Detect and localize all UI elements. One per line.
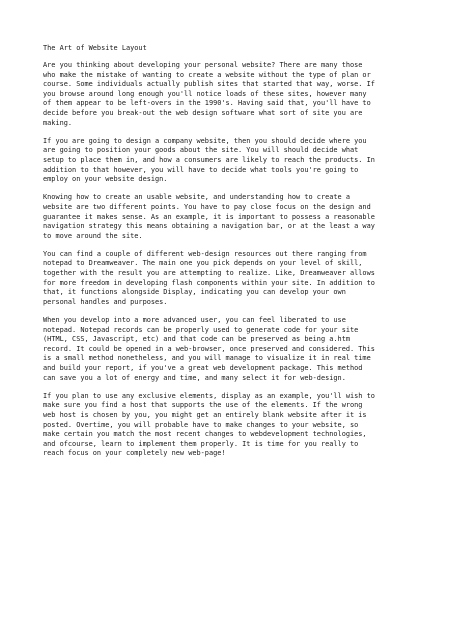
text-line: You can find a couple of different web-design resources out there ranging from — [43, 249, 367, 258]
text-line: personal handles and purposes. — [43, 297, 168, 306]
document-page — [43, 43, 415, 468]
paragraph-3 — [43, 193, 415, 241]
text-line: reach focus on your completely new web-page! — [43, 449, 226, 458]
text-line: that, it functions alongside Display, indicating you can develop your own — [43, 288, 346, 297]
paragraph-1 — [43, 61, 415, 128]
text-line: navigation strategy this means obtaining a navigation bar, or at the least a way — [43, 222, 375, 231]
text-line: can save you a lot of energy and time, and many select it for web-design. — [43, 373, 346, 382]
text-line: you browse around long enough you'll notice loads of these sites, however many — [43, 89, 367, 98]
text-line: are going to position your goods about the site. You will should decide what — [43, 146, 359, 155]
text-line: posted. Overtime, you will probable have to make changes to your website, so — [43, 420, 359, 429]
text-line: web host is chosen by you, you might get an entirely blank website after it is — [43, 410, 367, 419]
text-line: addition to that however, you will have to decide what tools you're going to — [43, 165, 359, 174]
text-line: of them appear to be left-overs in the 1990's. Having said that, you'll have to — [43, 99, 371, 108]
document-title: The Art of Website Layout — [43, 44, 147, 52]
text-line: make sure you find a host that supports the use of the elements. If the wrong — [43, 401, 363, 410]
text-line: employ on your website design. — [43, 175, 168, 184]
text-line: If you are going to design a company website, then you should decide where you — [43, 136, 367, 145]
text-line: Knowing how to create an usable website, and understanding how to create a — [43, 193, 350, 202]
text-line: notepad. Notepad records can be properly used to generate code for your site — [43, 325, 359, 334]
text-line: When you develop into a more advanced user, you can feel liberated to use — [43, 316, 346, 325]
text-line: notepad to Dreamweaver. The main one you pick depends on your level of skill, — [43, 259, 363, 268]
text-line: guarantee it makes sense. As an example, it is important to possess a reasonable — [43, 212, 375, 221]
text-line: and build your report, if you've a great web development package. This method — [43, 364, 363, 372]
paragraph-6 — [43, 392, 415, 459]
text-line: together with the result you are attempting to realize. Like, Dreamweaver allows — [43, 269, 375, 278]
text-line: course. Some individuals actually publish sites that started that way, worse. If — [43, 80, 375, 89]
text-line: (HTML, CSS, Javascript, etc) and that code can be preserved as being a.htm — [43, 335, 350, 344]
text-line: record. It could be opened in a web-browser, once preserved and considered. This — [43, 344, 375, 353]
text-line: making. — [43, 118, 73, 127]
text-line: for more freedom in developing flash components within your site. In addition to — [43, 278, 375, 287]
text-line: Are you thinking about developing your personal website? There are many those — [43, 61, 363, 69]
text-line: website are two different points. You have to pay close focus on the design and — [43, 202, 371, 211]
text-line: to move around the site. — [43, 231, 143, 240]
text-line: is a small method nonetheless, and you will manage to visualize it in real time — [43, 354, 371, 363]
text-line: and ofcourse, learn to implement them properly. It is time for you really to — [43, 439, 359, 448]
paragraph-2 — [43, 137, 415, 185]
paragraph-5 — [43, 316, 415, 383]
text-line: make certain you match the most recent changes to webdevelopment technologies, — [43, 430, 367, 439]
text-line: setup to place them in, and how a consumers are likely to reach the products. In — [43, 155, 375, 164]
text-line: If you plan to use any exclusive elements, display as an example, you'll wish to — [43, 391, 375, 400]
paragraph-4 — [43, 250, 415, 308]
text-line: who make the mistake of wanting to create a website without the type of plan or — [43, 70, 371, 79]
text-line: decide before you break-out the web design software what sort of site you are — [43, 108, 363, 117]
